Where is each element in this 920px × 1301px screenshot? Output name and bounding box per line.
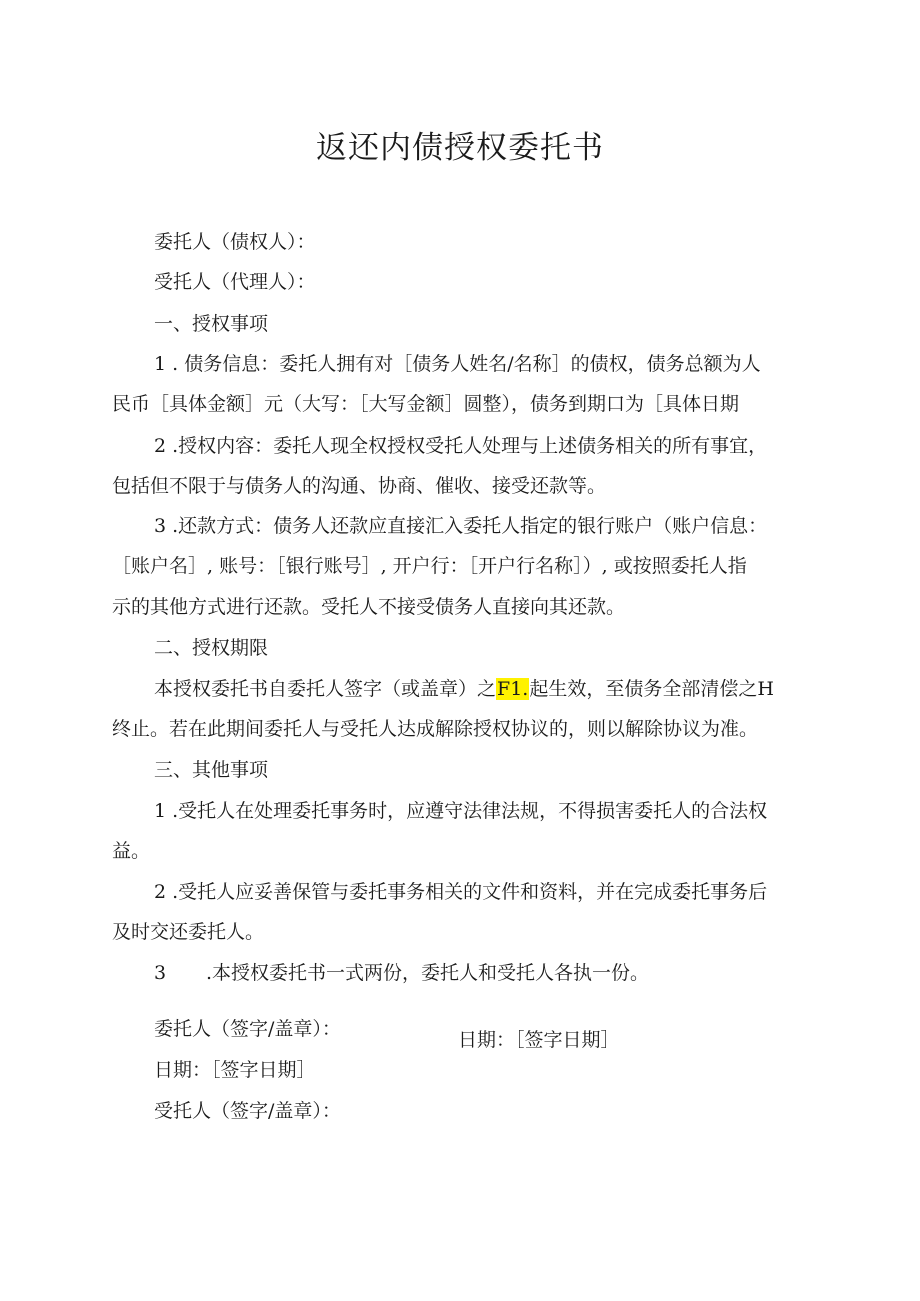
section1-heading: 一、授权事项 xyxy=(154,313,269,335)
section1-item1-line2: 民币［具体金额］元（大写：［大写金额］圆整），债务到期口为［具体日期 xyxy=(112,393,740,415)
section3-item1-line1: 1 .受托人在处理委托事务时，应遵守法律法规，不得损害委托人的合法权 xyxy=(154,800,768,822)
highlighted-mark: F1. xyxy=(497,678,529,700)
section3-item3-text: .本授权委托书一式两份，委托人和受托人各执一份。 xyxy=(206,962,650,984)
trustee-signature-label: 受托人（签字/盖章）： xyxy=(154,1100,341,1122)
section3-item2-line1: 2 .受托人应妥善保管与委托事务相关的文件和资料，并在完成委托事务后 xyxy=(154,881,768,903)
section1-item2-line1: 2 .授权内容：委托人现全权授权受托人处理与上述债务相关的所有事宜， xyxy=(154,435,768,457)
section3-heading: 三、其他事项 xyxy=(154,759,269,781)
signature-date-right: 日期：［签字日期］ xyxy=(458,1029,620,1051)
section2-heading: 二、授权期限 xyxy=(154,637,269,659)
section2-line1-post: 起生效，至债务全部清偿之H xyxy=(529,678,774,700)
entrustor-signature-label: 委托人（签字/盖章）： xyxy=(154,1018,341,1040)
section3-item2-line2: 及时交还委托人。 xyxy=(112,921,265,943)
section1-item3-line1: 3 .还款方式：债务人还款应直接汇入委托人指定的银行账户（账户信息： xyxy=(154,515,768,537)
section1-item3-line3: 示的其他方式进行还款。受托人不接受债务人直接向其还款。 xyxy=(112,596,626,618)
section2-line1 xyxy=(154,675,774,703)
signature-date-left: 日期：［签字日期］ xyxy=(154,1059,316,1081)
section2-line1-pre: 本授权委托书自委托人签字（或盖章）之 xyxy=(154,678,497,700)
entrustor-label: 委托人（债权人）： xyxy=(154,231,316,253)
section3-item3-number: 3 xyxy=(154,962,167,984)
section1-item2-line2: 包括但不限于与债务人的沟通、协商、催收、接受还款等。 xyxy=(112,475,607,497)
document-title: 返还内债授权委托书 xyxy=(316,130,604,166)
section3-item1-line2: 益。 xyxy=(112,840,151,862)
section2-line2: 终止。若在此期间委托人与受托人达成解除授权协议的，则以解除协议为准。 xyxy=(112,718,759,740)
section1-item1-line1: 1 . 债务信息：委托人拥有对［债务人姓名/名称］的债权，债务总额为人 xyxy=(154,353,761,375)
section3-item3 xyxy=(154,959,649,987)
trustee-label: 受托人（代理人）： xyxy=(154,271,316,293)
section1-item3-line2: ［账户名］, 账号：［银行账号］, 开户行：［开户行名称］）, 或按照委托人指 xyxy=(112,555,747,577)
